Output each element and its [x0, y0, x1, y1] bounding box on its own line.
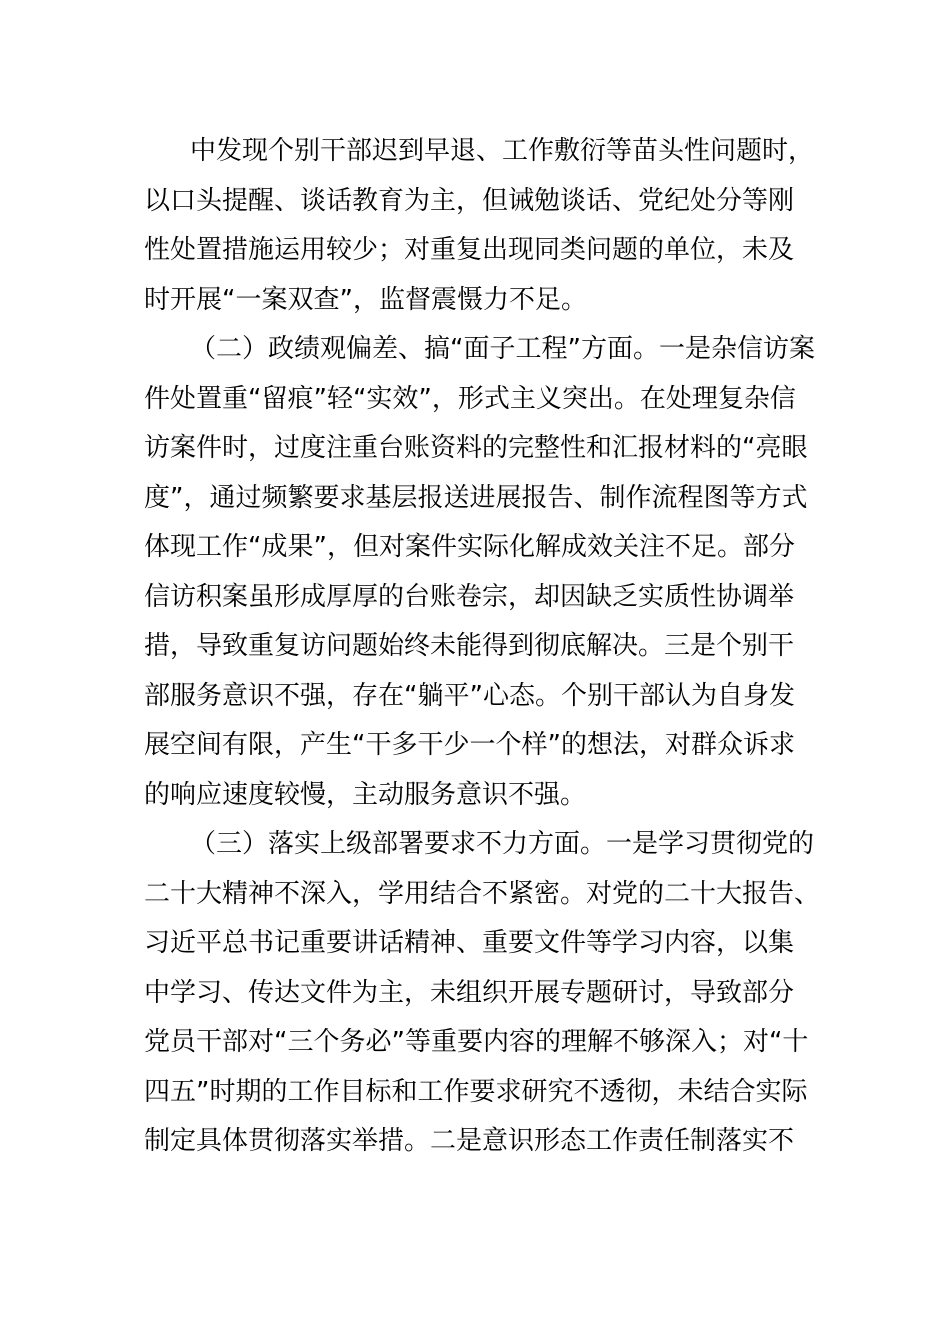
text-line: 以口头提醒、谈话教育为主，但诫勉谈话、党纪处分等刚	[144, 185, 795, 216]
text-line: 党员干部对“三个务必”等重要内容的理解不够深入；对“十	[144, 1027, 809, 1057]
text-line: 信访积案虽形成厚厚的台账卷宗，却因缺乏实质性协调举	[144, 581, 795, 612]
text-line: 访案件时，过度注重台账资料的完整性和汇报材料的“亮眼	[144, 433, 808, 463]
text-line: 中发现个别干部迟到早退、工作敷衍等苗头性问题时，	[190, 136, 815, 166]
text-line: 四五”时期的工作目标和工作要求研究不透彻，未结合实际	[144, 1076, 808, 1107]
text-line: 中学习、传达文件为主，未组织开展专题研讨，导致部分	[144, 977, 795, 1008]
text-line: 时开展“一案双查”，监督震慑力不足。	[144, 284, 587, 315]
text-line: 度”，通过频繁要求基层报送进展报告、制作流程图等方式	[144, 482, 808, 513]
text-line: 展空间有限，产生“干多干少一个样”的想法，对群众诉求	[144, 730, 795, 760]
body-text	[144, 127, 824, 1167]
text-line: 性处置措施运用较少；对重复出现同类问题的单位，未及	[144, 235, 795, 265]
text-line: 二十大精神不深入，学用结合不紧密。对党的二十大报告、	[144, 878, 821, 909]
text-line: 措，导致重复访问题始终未能得到彻底解决。三是个别干	[144, 631, 795, 661]
text-line: 的响应速度较慢，主动服务意识不强。	[144, 779, 587, 810]
text-line: （二）政绩观偏差、搞“面子工程”方面。一是杂信访案	[190, 334, 815, 364]
text-line: 件处置重“留痕”轻“实效”，形式主义突出。在处理复杂信	[144, 383, 796, 414]
text-line: 制定具体贯彻落实举措。二是意识形态工作责任制落实不	[144, 1126, 795, 1156]
text-line: 部服务意识不强，存在“躺平”心态。个别干部认为自身发	[144, 680, 795, 711]
text-line: 习近平总书记重要讲话精神、重要文件等学习内容，以集	[144, 928, 795, 958]
text-line: （三）落实上级部署要求不力方面。一是学习贯彻党的	[190, 829, 815, 859]
text-line: 体现工作“成果”，但对案件实际化解成效关注不足。部分	[144, 532, 795, 562]
